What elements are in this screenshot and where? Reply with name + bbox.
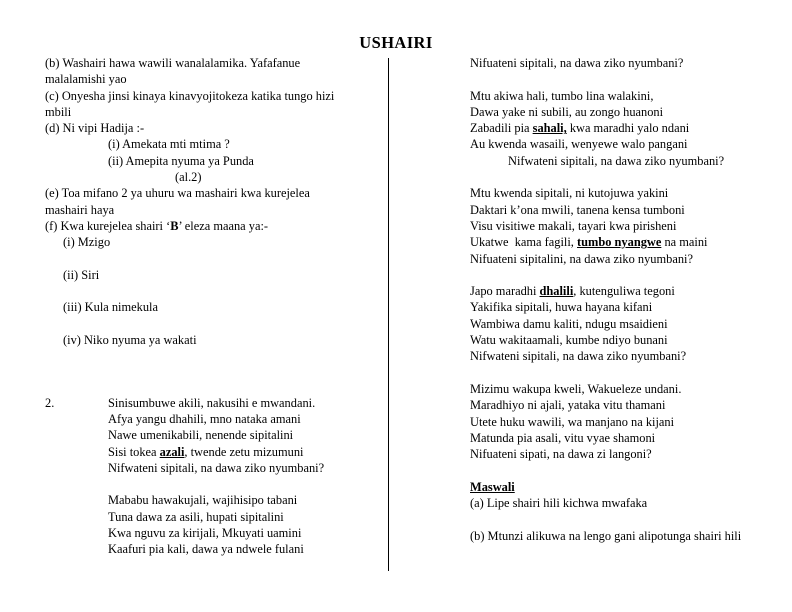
stanza-line (470, 218, 780, 234)
line-text: Matunda pia asali, vitu vyae shamoni (470, 430, 656, 445)
line-text: Nawe umenikabili, nenende sipitalini (108, 428, 294, 443)
right-stanza-2 (470, 185, 780, 266)
stanza-line (108, 427, 375, 443)
line-text: Dawa yake ni subili, au zongo huanoni (470, 104, 664, 119)
question-f-poem-letter: B (170, 218, 179, 233)
poem-2-stanza-2 (45, 492, 375, 557)
line-text: Utete huku wawili, wa manjano na kijani (470, 414, 675, 429)
stanza-line (108, 411, 375, 427)
line-text: Afya yangu dhahili, mno nataka amani (108, 411, 301, 426)
column-divider-rule (388, 58, 389, 571)
refrain-line-top: Nifuateni sipitali, na dawa ziko nyumbani? (470, 56, 684, 70)
question-d-item-i: (i) Amekata mti mtima ? (108, 137, 230, 152)
line-text: Maradhiyo ni ajali, yataka vitu thamani (470, 398, 666, 413)
line-text: Tuna dawa za asili, hupati sipitalini (108, 509, 284, 524)
spacer (470, 462, 780, 478)
stanza-line (470, 136, 780, 152)
line-text: Au kwenda wasaili, wenyewe walo pangani (470, 137, 688, 152)
left-column (45, 55, 375, 558)
question-f-suffix: ’ eleza maana ya:- (178, 218, 269, 233)
right-stanza-3 (470, 283, 780, 364)
stanza-line (470, 397, 780, 413)
spacer (45, 476, 375, 492)
question-f-prefix: (f) Kwa kurejelea shairi ‘ (45, 218, 171, 233)
stanza-line (108, 460, 375, 476)
stanza-line (108, 395, 375, 411)
stanza-line (470, 251, 780, 267)
spacer (45, 283, 375, 299)
stanza-line (108, 444, 375, 460)
spacer (45, 348, 375, 378)
stanza-line (108, 509, 375, 525)
spacer (470, 511, 780, 527)
spacer (45, 251, 375, 267)
stanza-line (470, 104, 780, 120)
line-text: Wambiwa damu kaliti, ndugu msaidieni (470, 316, 668, 331)
stanza-line (470, 120, 780, 136)
spacer (470, 365, 780, 381)
stanza-line (470, 446, 780, 462)
stanza-line (470, 234, 780, 250)
line-text: Mtu akiwa hali, tumbo lina walakini, (470, 88, 654, 103)
spacer (470, 71, 780, 87)
line-text: Nifuateni sipitalini, na dawa ziko nyumbani? (470, 251, 693, 266)
line-text: Japo maradhi (470, 284, 540, 299)
spacer (470, 169, 780, 185)
stanza-line-refrain (470, 153, 780, 169)
line-text: Sisi tokea (108, 444, 160, 459)
line-text: Yakifika sipitali, huwa hayana kifani (470, 300, 653, 315)
line-text: Kaafuri pia kali, dawa ya ndwele fulani (108, 542, 304, 557)
question-f-item-iii: (iii) Kula nimekula (63, 300, 158, 315)
stanza-line (470, 348, 780, 364)
question-b-line2: malalamishi yao (45, 72, 127, 87)
stanza-line (470, 88, 780, 104)
question-b-line1: (b) Washairi hawa wawili wanalalamika. Yafafanue (45, 56, 301, 70)
right-stanza-1 (470, 88, 780, 169)
line-text: kwa maradhi yalo ndani (566, 121, 690, 136)
spacer (45, 378, 375, 394)
stanza-line (108, 492, 375, 508)
right-column (470, 55, 780, 544)
question-f-item-ii: (ii) Siri (63, 267, 100, 282)
stanza-line (108, 541, 375, 557)
right-stanza-4 (470, 381, 780, 462)
stanza-line (470, 299, 780, 315)
question-f (45, 218, 375, 234)
question-e-line2: mashairi haya (45, 202, 115, 217)
question-c-line1: (c) Onyesha jinsi kinaya kinavyojitokeza katika tungo hizi (45, 88, 335, 103)
line-text: Nifwateni sipitali, na dawa ziko nyumbani? (108, 460, 325, 475)
line-text: Nifwateni sipitali, na dawa ziko nyumbani? (508, 153, 725, 168)
line-text: Ukatwe kama fagili, (470, 235, 578, 250)
emphasised-word: dhalili (539, 284, 574, 299)
spacer (470, 267, 780, 283)
emphasised-word: sahali, (532, 121, 567, 136)
line-text: Kwa nguvu za kirijali, Mkuyati uamini (108, 526, 302, 541)
line-text: Watu wakitaamali, kumbe ndiyo bunani (470, 333, 668, 348)
stanza-line (470, 185, 780, 201)
stanza-line (470, 202, 780, 218)
line-text: Sinisumbuwe akili, nakusihi e mwandani. (108, 395, 316, 410)
poem-2-block (45, 395, 375, 476)
line-text: Mtu kwenda sipitali, ni kutojuwa yakini (470, 186, 669, 201)
question-f-item-iv: (iv) Niko nyuma ya wakati (63, 333, 197, 348)
line-text: Daktari k’ona mwili, tanena kensa tumboni (470, 202, 685, 217)
stanza-line (108, 525, 375, 541)
line-text: Nifuateni sipati, na dawa zi langoni? (470, 447, 652, 462)
line-text: Mababu hawakujali, wajihisipo tabani (108, 493, 298, 508)
question-d: (d) Ni vipi Hadija :- (45, 121, 145, 136)
question-f-item-i: (i) Mzigo (63, 235, 111, 250)
question-b: (b) Mtunzi alikuwa na lengo gani alipotunga shairi hili (470, 528, 742, 543)
line-text: , kutenguliwa tegoni (573, 284, 675, 299)
stanza-line (470, 283, 780, 299)
stanza-line (470, 414, 780, 430)
emphasised-word: azali (159, 444, 185, 459)
question-d-item-ii: (ii) Amepita nyuma ya Punda (108, 153, 254, 168)
line-text: Mizimu wakupa kweli, Wakueleze undani. (470, 381, 682, 396)
spacer (45, 316, 375, 332)
questions-heading: Maswali (470, 479, 515, 494)
stanza-line (470, 316, 780, 332)
stanza-line (470, 430, 780, 446)
poem-number: 2. (45, 395, 55, 410)
stanza-line (470, 381, 780, 397)
line-text: , twende zetu mizumuni (184, 444, 304, 459)
question-a: (a) Lipe shairi hili kichwa mwafaka (470, 496, 648, 511)
line-text: Visu visitiwe makali, tayari kwa pirisheni (470, 218, 677, 233)
question-e-line1: (e) Toa mifano 2 ya uhuru wa mashairi kwa kurejelea (45, 186, 310, 201)
line-text: Nifwateni sipitali, na dawa ziko nyumbani? (470, 349, 687, 364)
line-text: Zabadili pia (470, 121, 533, 136)
line-text: na maini (661, 235, 708, 250)
page-title: USHAIRI (359, 33, 433, 52)
marks-allocation: (al.2) (175, 170, 202, 185)
question-c-line2: mbili (45, 104, 72, 119)
stanza-line (470, 332, 780, 348)
emphasised-word: tumbo nyangwe (577, 235, 662, 250)
